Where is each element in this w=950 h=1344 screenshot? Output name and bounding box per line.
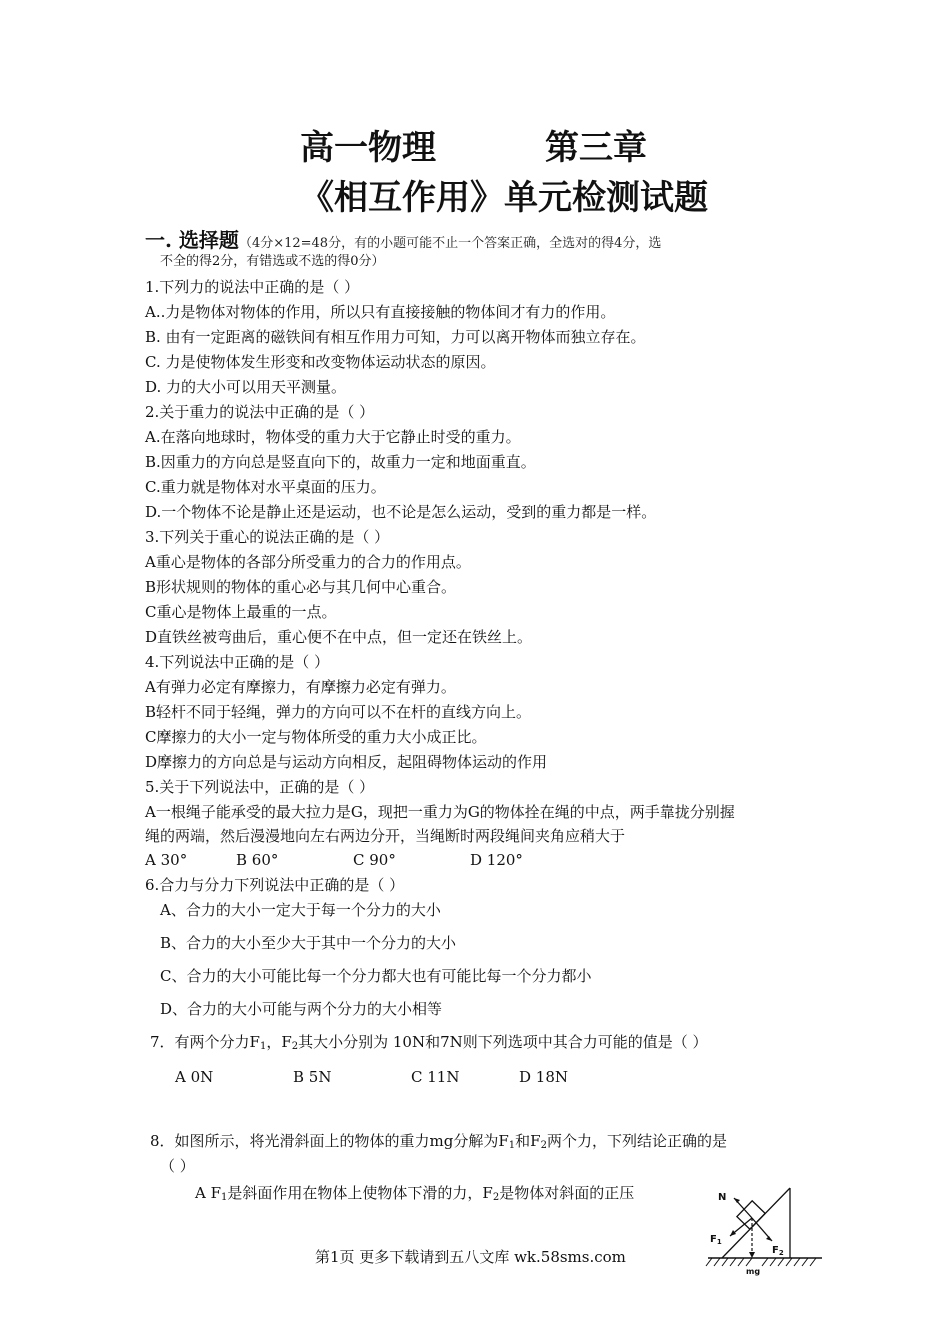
label-f1-main: F <box>710 1234 717 1245</box>
q8-option-a-part1: A F <box>195 1184 222 1202</box>
q7-stem-part2: ，F <box>266 1033 292 1051</box>
q7-stem <box>150 1032 708 1057</box>
title-chapter: 第三章 <box>545 128 647 168</box>
label-mg: mg <box>746 1267 761 1276</box>
q7-sub-1: 1 <box>259 1041 267 1052</box>
q2-option-c: C.重力就是物体对水平桌面的压力。 <box>145 478 386 496</box>
ground-hatching <box>706 1258 816 1266</box>
label-f2-main: F <box>772 1245 779 1256</box>
q2-option-b: B.因重力的方向总是竖直向下的，故重力一定和地面重直。 <box>145 453 536 471</box>
title-left: 高一物理 <box>300 128 436 168</box>
q5-line-2: 绳的两端，然后漫漫地向左右两边分开，当绳断时两段绳间夹角应稍大于 <box>145 827 626 845</box>
q2-option-a: A.在落向地球时，物体受的重力大于它静止时受的重力。 <box>145 428 521 446</box>
q1-option-d: D. 力的大小可以用天平测量。 <box>145 378 347 396</box>
q5-option-c: C 90° <box>353 851 396 869</box>
section-note-2: 不全的得2分，有错选或不选的得0分） <box>160 254 385 269</box>
q3-option-c: C重心是物体上最重的一点。 <box>145 603 337 621</box>
q6-option-c: C、合力的大小可能比每一个分力都大也有可能比每一个分力都小 <box>160 967 592 985</box>
q1-option-a: A..力是物体对物体的作用，所以只有直接接触的物体间才有力的作用。 <box>145 303 616 321</box>
q8-stem-part2: 和F <box>515 1132 541 1150</box>
label-f1-sub: 1 <box>716 1238 722 1246</box>
q1-option-c: C. 力是使物体发生形变和改变物体运动状态的原因。 <box>145 353 496 371</box>
q5-option-b: B 60° <box>236 851 279 869</box>
q7-stem-part1: 7．有两个分力F <box>150 1033 260 1051</box>
q7-stem-part3: 其大小分别为 10N和7N则下列选项中其合力可能的值是（ ） <box>298 1033 708 1051</box>
label-f1 <box>710 1234 722 1246</box>
q3-option-d: D直铁丝被弯曲后，重心便不在中点，但一定还在铁丝上。 <box>145 628 533 646</box>
q6-stem: 6.合力与分力下列说法中正确的是（ ） <box>145 876 405 894</box>
q1-stem: 1.下列力的说法中正确的是（ ） <box>145 278 360 296</box>
incline-force-diagram <box>700 1178 830 1278</box>
q6-option-b: B、合力的大小至少大于其中一个分力的大小 <box>160 934 457 952</box>
q8-sub-2: 2 <box>540 1140 547 1151</box>
q6-option-a: A、合力的大小一定大于每一个分力的大小 <box>160 901 441 919</box>
q8-option-a-part2: 是斜面作用在物体上使物体下滑的力，F <box>227 1184 493 1202</box>
q1-option-b: B. 由有一定距离的磁铁间有相互作用力可知，力可以离开物体而独立存在。 <box>145 328 646 346</box>
section-heading: 一. 选择题 <box>145 228 239 252</box>
q4-option-b: B轻杆不同于轻绳，弹力的方向可以不在杆的直线方向上。 <box>145 703 532 721</box>
q5-option-a: A 30° <box>145 851 188 869</box>
q5-option-d: D 120° <box>470 851 523 869</box>
q3-stem: 3.下列关于重心的说法正确的是（ ） <box>145 528 390 546</box>
label-n: N <box>718 1192 727 1203</box>
q3-option-b: B形状规则的物体的重心必与其几何中心重合。 <box>145 578 457 596</box>
q7-option-d: D 18N <box>519 1068 569 1086</box>
q4-option-d: D摩擦力的方向总是与运动方向相反，起阻碍物体运动的作用 <box>145 753 548 771</box>
q7-option-c: C 11N <box>411 1068 460 1086</box>
q7-option-b: B 5N <box>293 1068 332 1086</box>
q8-paren: （ ） <box>160 1157 195 1175</box>
title-subtitle: 《相互作用》单元检测试题 <box>300 178 708 218</box>
q2-option-d: D.一个物体不论是静止还是运动，也不论是怎么运动，受到的重力都是一样。 <box>145 503 657 521</box>
q4-option-a: A有弹力必定有摩擦力，有摩擦力必定有弹力。 <box>145 678 456 696</box>
q5-line-1: A一根绳子能承受的最大拉力是G，现把一重力为G的物体拴在绳的中点，两手靠拢分别握 <box>145 803 735 821</box>
q5-stem: 5.关于下列说法中，正确的是（ ） <box>145 778 375 796</box>
q7-sub-2: 2 <box>291 1041 299 1052</box>
q8-stem-part3: 两个力，下列结论正确的是 <box>546 1132 727 1150</box>
page-footer: 第1页 更多下载请到五八文库 wk.58sms.com <box>315 1248 626 1266</box>
section-note-1: （4分×12=48分，有的小题可能不止一个答案正确，全选对的得4分，选 <box>238 236 662 251</box>
q3-option-a: A重心是物体的各部分所受重力的合力的作用点。 <box>145 553 471 571</box>
q8-option-a-sub-1: 1 <box>221 1192 228 1203</box>
q7-option-a: A 0N <box>175 1068 214 1086</box>
q4-option-c: C摩擦力的大小一定与物体所受的重力大小成正比。 <box>145 728 487 746</box>
q8-option-a-part3: 是物体对斜面的正压 <box>499 1184 635 1202</box>
q8-option-a-sub-2: 2 <box>492 1192 500 1203</box>
q8-option-a <box>195 1183 634 1208</box>
q8-stem-part1: 8．如图所示，将光滑斜面上的物体的重力mg分解为F <box>150 1132 509 1150</box>
q8-stem <box>150 1131 727 1156</box>
q8-sub-1: 1 <box>508 1140 516 1151</box>
label-f2-sub: 2 <box>778 1249 784 1257</box>
q2-stem: 2.关于重力的说法中正确的是（ ） <box>145 403 375 421</box>
label-f2 <box>772 1245 784 1257</box>
q4-stem: 4.下列说法中正确的是（ ） <box>145 653 330 671</box>
q6-option-d: D、合力的大小可能与两个分力的大小相等 <box>160 1000 443 1018</box>
